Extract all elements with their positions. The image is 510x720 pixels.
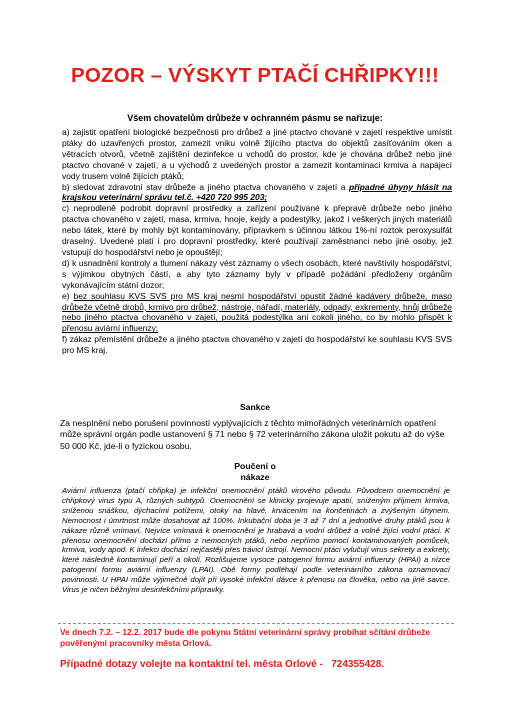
list-item-e — [62, 291, 452, 335]
sankce-text: Za nesplnění nebo porušení povinností vyplývajících z těchto mimořádných veterinárních opatření může správní orgán podle ustanovení § 71 nebo § 72 veterinárního zákona uložit pokutu až do výše 50 000 Kč, jde-li o fyzickou osobu. — [60, 418, 445, 451]
contact-line: Případné dotazy volejte na kontaktní tel. města Orlové - 724355428. — [60, 659, 385, 670]
divider — [58, 623, 454, 624]
contact-phone: 724355428 — [331, 659, 382, 670]
disease-info-text: Aviární influenza (ptačí chřipka) je infekční onemocnění ptáků virového původu. Původcem onemocnění je chřipkový virus typu A, různých subtypů. Onemocnění se klinicky projevuje apatií, sníženým příjmem krmiva, sníženou snáškou, dýchacími potížemi, otoky na hlavě, krvácením na končetinách a zvýšeným úhynem. Nemocnost i úmrtnost může dosahovat až 100%. Inkubační doba je 3 až 7 dní a jednotlivé druhy ptáků jsou k nákaze různě vnímaví. Nejvíce vnímavá k onemocnění je hrabavá a vodní drůbež a volně žijící vodní ptáci. K přenosu onemocnění dochází přímo z nemocných ptáků, nebo nepřímo pomocí kontaminovaných pomůcek, krmiva, vody apod. K infekci dochází nejčastěji přes trávicí ústrojí. Nemocní ptáci vylučují virus sekrety a exkrety, které následně kontaminují peří a okolí. Rozlišujeme vysoce patogenní formu aviární influenzy (HPAI) a nízce patogenní formu aviární influenzy (LPAI). Obě formy podléhají podle veterinárního zákona oznamovací povinnosti. U HPAI může výjimečně dojít při vysoké infekční dávce k přenosu na člověka, nebo na jiné savce. Virus je ničen běžnými desinfekčními přípravky. — [62, 486, 450, 595]
list-item-d: d) k usnadnění kontroly a tlumení nákazy vést záznamy o všech osobách, které navštívily hospodářství, s výjimkou obytných částí, a aby tyto záznamy byly v případě požádání předloženy orgánům vykonávajícím státní dozor; — [62, 257, 452, 290]
intro-heading: Všem chovatelům drůbeže v ochranném pásmu se nařizuje: — [127, 113, 383, 123]
list-item-e-text: bez souhlasu KVS SVS pro MS kraj nesmí hospodářství opustit žádné kadávery drůbeže, maso drůbeže včetně drobů, krmivo pro drůbež, nástroje, nářadí, materiály, odpady, exkrementy, hnůj drůbeže nebo jiného ptactva chovaného v zajetí, použitá podestýlka ani cokoli jiného, co by mohlo přispět k přenosu aviární influenzy; — [62, 290, 452, 334]
list-item-b — [62, 182, 452, 204]
obligations-list — [62, 127, 452, 356]
pouceni-line1: Poučení o — [234, 461, 276, 471]
report-phone-link: případné úhyny hlásit na krajskou veterinární správu tel.č. +420 720 995 203; — [62, 181, 452, 203]
sankce-heading: Sankce — [239, 402, 271, 412]
list-item-b-text: b) sledovat zdravotní stav drůbeže a jiného ptactva chovaného v zajetí a — [62, 181, 349, 192]
contact-text: Případné dotazy volejte na kontaktní tel. města Orlové - — [60, 659, 323, 670]
list-item-f: f) zákaz přemístění drůbeže a jiného ptactva chovaného v zajetí do hospodářství ke souhlasu KVS SVS pro MS kraj. — [62, 334, 452, 356]
list-item-c: c) neprodleně podrobit dopravní prostředky a zařízení používané k přepravě drůbeže nebo jiného ptactva chovaného v zajetí, masa, krmiva, hnoje, kejdy a podestýlky, jakož i veškerých jiných materiálů nebo látek, které by mohly být kontaminovány, přípravkem s účinnou látkou 1%-ní roztok peroxysulfát draselný. Uvedené platí i pro dopravní prostředky, které používají zaměstnanci nebo jiné osoby, jež vstupují do hospodářství nebo je opouštějí; — [62, 203, 452, 257]
census-notice: Ve dnech 7.2. – 12.2. 2017 bude dle pokynu Státní veterinární správy probíhat sčítání drůbeže pověřenými pracovníky města Orlová. — [60, 627, 431, 649]
pouceni-heading — [0, 461, 510, 483]
list-item-a: a) zajistit opatření biologické bezpečnosti pro drůbež a jiné ptactvo chované v zajetí respektive umístit ptáky do uzavřených prostor, zamezit vniku volně žijícího ptactva do objektů zasíťováním oken a větracích otvorů, včetně zajištění dezinfekce u vchodů do prostor, kde je chována drůbež nebo jiné ptactvo chované v zajetí, a u východů z uvedených prostor a zamezit kontaminaci krmiva a napájecí vody trusem volně žijících ptáků; — [62, 127, 452, 181]
pouceni-line2: nákaze — [240, 472, 270, 482]
list-item-e-prefix: e) — [62, 290, 74, 301]
page-title: POZOR – VÝSKYT PTAČÍ CHŘIPKY!!! — [70, 64, 439, 87]
